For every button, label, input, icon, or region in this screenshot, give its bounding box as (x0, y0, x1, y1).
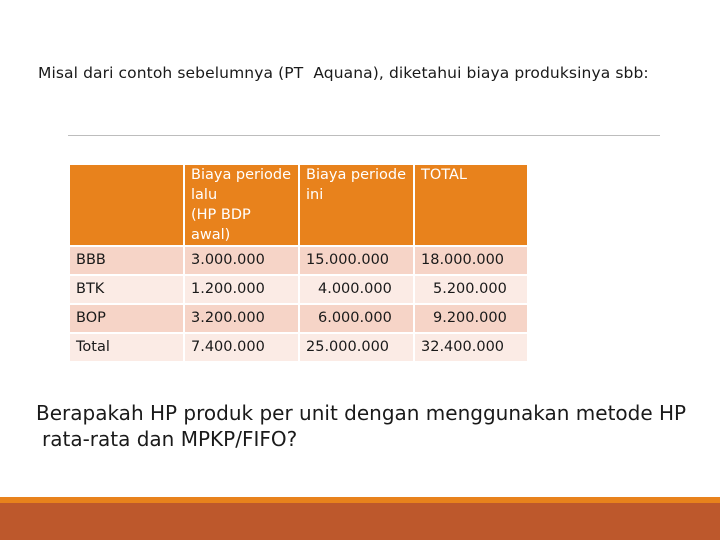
table-row (70, 334, 527, 361)
cell-prev: 3.200.000 (185, 305, 298, 332)
header-total: TOTAL (415, 165, 527, 245)
row-label: Total (70, 334, 183, 361)
cell-current: 15.000.000 (300, 247, 413, 274)
table-header-row (70, 165, 527, 245)
cost-table (68, 163, 529, 363)
header-current-period: Biaya periode ini (300, 165, 413, 245)
cell-prev: 7.400.000 (185, 334, 298, 361)
intro-text: Misal dari contoh sebelumnya (PT Aquana), diketahui biaya produksinya sbb: (38, 64, 649, 82)
table-row (70, 305, 527, 332)
divider (68, 135, 660, 136)
row-label: BBB (70, 247, 183, 274)
question-text (36, 400, 696, 452)
cell-total: 5.200.000 (415, 276, 527, 303)
table-row (70, 276, 527, 303)
header-empty (70, 165, 183, 245)
cell-prev: 1.200.000 (185, 276, 298, 303)
cell-current: 4.000.000 (300, 276, 413, 303)
cell-total: 9.200.000 (415, 305, 527, 332)
cell-prev: 3.000.000 (185, 247, 298, 274)
question-line-1: Berapakah HP produk per unit dengan menggunakan metode HP (36, 401, 687, 425)
footer-band (0, 503, 720, 540)
cell-total: 18.000.000 (415, 247, 527, 274)
question-line-2: rata-rata dan MPKP/FIFO? (42, 427, 298, 451)
cell-current: 25.000.000 (300, 334, 413, 361)
row-label: BOP (70, 305, 183, 332)
table-row (70, 247, 527, 274)
row-label: BTK (70, 276, 183, 303)
header-prev-period: Biaya periode lalu (HP BDP awal) (185, 165, 298, 245)
cell-total: 32.400.000 (415, 334, 527, 361)
cell-current: 6.000.000 (300, 305, 413, 332)
